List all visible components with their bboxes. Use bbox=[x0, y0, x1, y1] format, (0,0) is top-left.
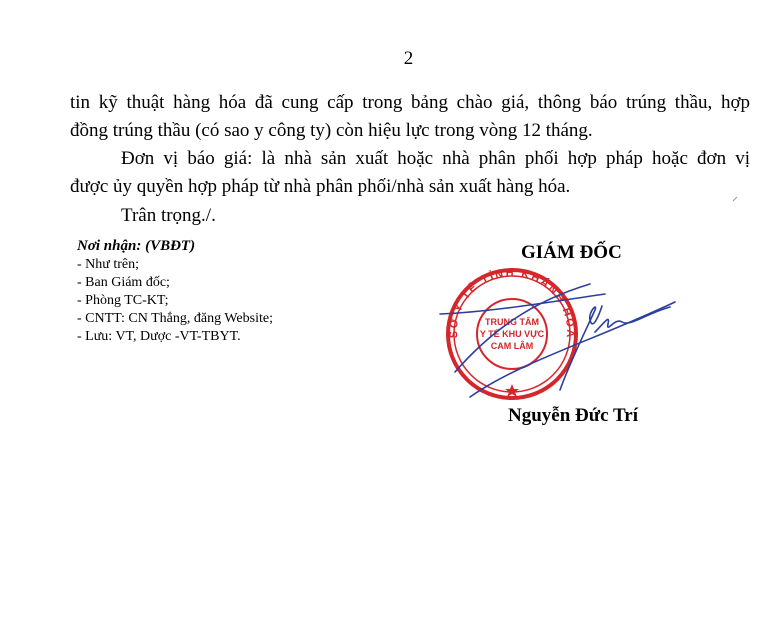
recipients-title: Nơi nhận: (VBĐT) bbox=[77, 238, 196, 254]
recipient-item: - Lưu: VT, Dược -VT-TBYT. bbox=[77, 329, 241, 344]
recipient-item: - Ban Giám đốc; bbox=[77, 275, 170, 290]
stamp-center-line: TRUNG TÂM bbox=[485, 317, 539, 327]
stamp-center-line: CAM LÂM bbox=[490, 341, 534, 351]
signer-name: Nguyễn Đức Trí bbox=[508, 405, 638, 426]
recipient-item: - CNTT: CN Thắng, đăng Website; bbox=[77, 311, 273, 326]
paragraph-line: Đơn vị báo giá: là nhà sản xuất hoặc nhà phân phối hợp pháp hoặc đơn vị bbox=[121, 148, 750, 169]
stamp-outer-text: SỞ Y TẾ TỈNH KHÁNH HÒA bbox=[447, 267, 577, 340]
paragraph-line: tin kỹ thuật hàng hóa đã cung cấp trong bảng chào giá, thông báo trúng thầu, hợp bbox=[70, 92, 750, 113]
paragraph-line: đồng trúng thầu (có sao y công ty) còn hiệu lực trong vòng 12 tháng. bbox=[70, 120, 593, 141]
paragraph-closing bbox=[70, 202, 750, 230]
paragraph-quoting-unit bbox=[70, 145, 750, 201]
page-number: 2 bbox=[403, 48, 414, 69]
closing-text: Trân trọng./. bbox=[121, 205, 216, 226]
paragraph-line: được ủy quyền hợp pháp từ nhà phân phối/nhà sản xuất hàng hóa. bbox=[70, 176, 571, 197]
handwritten-signature bbox=[430, 272, 680, 402]
scan-mark bbox=[732, 195, 740, 203]
stamp-center-line: Y TẾ KHU VỰC bbox=[479, 329, 545, 339]
recipients-block bbox=[77, 237, 273, 346]
signer-title: GIÁM ĐỐC bbox=[521, 242, 622, 263]
recipient-item: - Như trên; bbox=[77, 257, 140, 272]
recipient-item: - Phòng TC-KT; bbox=[77, 293, 169, 308]
paragraph-validity bbox=[70, 89, 750, 145]
